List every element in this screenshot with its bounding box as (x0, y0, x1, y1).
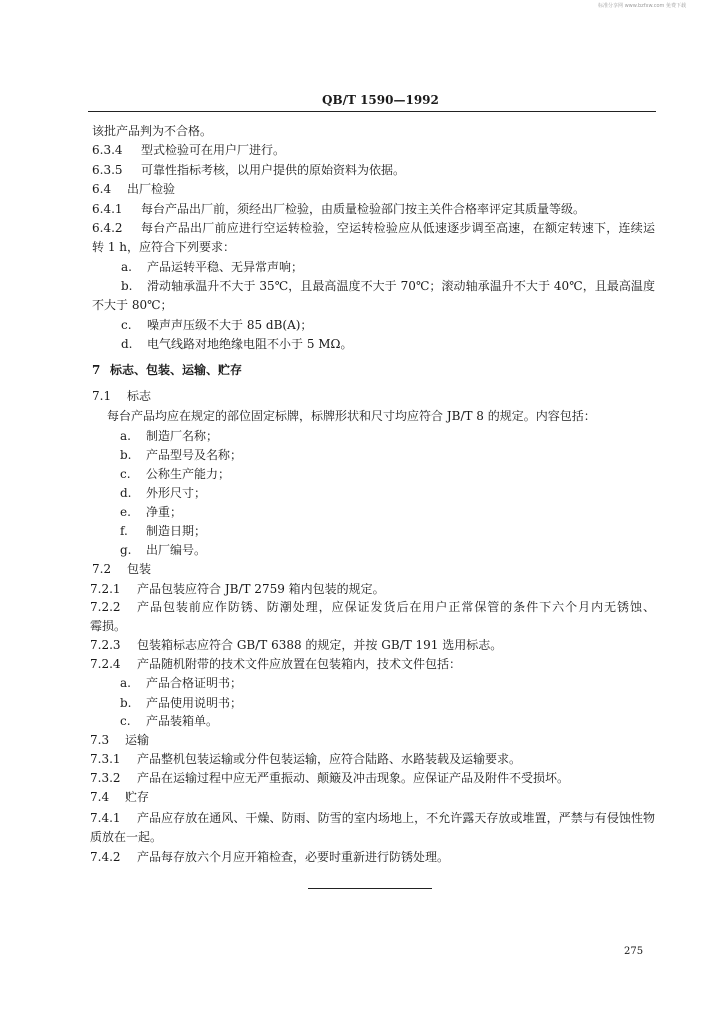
list-marker: b. (121, 279, 133, 293)
clause-7-2-4 (0, 656, 724, 672)
list-marker: c. (121, 318, 132, 332)
subsection-number: 7.3 (90, 733, 110, 747)
paragraph-text: 霉损。 (90, 619, 127, 633)
clause-text: 型式检验可在用户厂进行。 (141, 143, 286, 157)
paragraph-text: 质放在一起。 (90, 830, 163, 844)
list-marker: c. (120, 714, 131, 728)
list-item-text: 电气线路对地绝缘电阻不小于 5 MΩ。 (147, 337, 353, 351)
subsection-title: 包装 (127, 562, 152, 576)
list-item-text: 产品型号及名称； (146, 448, 243, 462)
section-number: 7 (92, 363, 101, 377)
list-marker: b. (120, 448, 132, 462)
list-marker: a. (120, 429, 131, 443)
clause-7-4-1 (0, 810, 724, 826)
subsection-title: 出厂检验 (127, 182, 176, 196)
subsection-7-2 (0, 561, 724, 577)
list-marker: a. (121, 260, 132, 274)
header-rule (88, 111, 656, 112)
clause-text: 产品随机附带的技术文件应放置在包装箱内，技术文件包括： (137, 657, 462, 671)
list-marker: a. (120, 676, 131, 690)
standard-code-header: QB/T 1590—1992 (322, 93, 439, 107)
clause-7-2-1 (0, 581, 724, 597)
clause-7-2-3 (0, 637, 724, 653)
list-marker: d. (121, 337, 133, 351)
list-item (0, 466, 724, 482)
list-item (0, 695, 724, 711)
list-item-text: 出厂编号。 (146, 543, 207, 557)
list-item (0, 259, 724, 275)
clause-text: 可靠性指标考核，以用户提供的原始资料为依据。 (141, 163, 406, 177)
clause-number: 7.2.2 (90, 600, 121, 614)
clause-number: 7.2.1 (90, 582, 121, 596)
clause-7-3-2 (0, 770, 724, 786)
subsection-title: 贮存 (125, 790, 150, 804)
clause-text: 产品包装应符合 JB/T 2759 箱内包装的规定。 (137, 582, 385, 596)
list-item (0, 317, 724, 333)
clause-text: 产品应存放在通风、干燥、防雨、防雪的室内场地上，不允许露天存放或堆置，严禁与有侵蚀性物 (137, 811, 655, 825)
clause-6-3-4 (0, 142, 724, 158)
end-of-text-rule (308, 888, 432, 889)
subsection-title: 标志 (127, 389, 152, 403)
clause-number: 7.2.4 (90, 657, 121, 671)
list-item (0, 447, 724, 463)
clause-number: 7.3.2 (90, 771, 121, 785)
clause-text: 产品包装前应作防锈、防潮处理，应保证发货后在用户正常保管的条件下六个月内无锈蚀、 (137, 600, 655, 614)
clause-text: 产品在运输过程中应无严重振动、颠簸及冲击现象。应保证产品及附件不受损坏。 (137, 771, 570, 785)
clause-text: 包装箱标志应符合 GB/T 6388 的规定，并按 GB/T 191 选用标志。 (137, 638, 503, 652)
list-item (0, 504, 724, 520)
subsection-7-4 (0, 789, 724, 805)
subsection-number: 6.4 (92, 182, 112, 196)
watermark: 标准分享网 www.bzfxw.com 免费下载 (598, 3, 686, 9)
paragraph-line (0, 408, 724, 424)
subsection-number: 7.2 (92, 562, 112, 576)
clause-number: 6.4.1 (92, 202, 123, 216)
clause-number: 7.4.2 (90, 850, 121, 864)
list-item-text: 制造厂名称； (146, 429, 219, 443)
paragraph-text: 转 1 h，应符合下列要求： (92, 240, 235, 254)
paragraph-text: 该批产品判为不合格。 (92, 124, 213, 138)
list-item (0, 278, 724, 294)
list-item (0, 523, 724, 539)
clause-number: 7.2.3 (90, 638, 121, 652)
clause-number: 6.3.5 (92, 163, 123, 177)
list-marker: b. (120, 696, 132, 710)
list-item (0, 428, 724, 444)
list-item-text: 噪声声压级不大于 85 dB(A)； (147, 318, 313, 332)
list-item (0, 675, 724, 691)
continuation-line (0, 618, 724, 634)
subsection-6-4 (0, 181, 724, 197)
subsection-number: 7.1 (92, 389, 112, 403)
subsection-number: 7.4 (90, 790, 110, 804)
section-7-heading (0, 362, 724, 378)
clause-number: 6.4.2 (92, 221, 123, 235)
subsection-title: 运输 (125, 733, 150, 747)
list-item (0, 542, 724, 558)
list-item-text: 产品使用说明书； (146, 696, 243, 710)
continuation-line (0, 239, 724, 255)
clause-number: 6.3.4 (92, 143, 123, 157)
list-item (0, 713, 724, 729)
clause-7-4-2 (0, 849, 724, 865)
continuation-line (0, 297, 724, 313)
list-item-text: 产品运转平稳、无异常声响； (147, 260, 304, 274)
clause-text: 产品每存放六个月应开箱检查，必要时重新进行防锈处理。 (137, 850, 450, 864)
list-item-text: 产品合格证明书； (146, 676, 243, 690)
paragraph-text: 每台产品均应在规定的部位固定标牌，标牌形状和尺寸均应符合 JB/T 8 的规定。内容包括： (107, 409, 596, 423)
section-title: 标志、包装、运输、贮存 (110, 363, 243, 377)
continuation-line (0, 829, 724, 845)
subsection-7-3 (0, 732, 724, 748)
list-marker: e. (120, 505, 131, 519)
clause-6-4-1 (0, 201, 724, 217)
list-item (0, 336, 724, 352)
list-item-text: 外形尺寸； (146, 486, 207, 500)
list-item-text: 公称生产能力； (146, 467, 231, 481)
list-item-text: 制造日期； (146, 524, 207, 538)
list-marker: d. (120, 486, 132, 500)
list-item-text: 产品装箱单。 (146, 714, 219, 728)
list-marker: f. (120, 524, 128, 538)
list-marker: c. (120, 467, 131, 481)
page-number: 275 (624, 946, 644, 957)
clause-6-4-2 (0, 220, 724, 236)
clause-6-3-5 (0, 162, 724, 178)
list-item-text: 滑动轴承温升不大于 35℃，且最高温度不大于 70℃；滚动轴承温升不大于 40℃，且最高温度 (147, 279, 655, 293)
continuation-line (0, 123, 724, 139)
paragraph-text: 不大于 80℃； (92, 298, 173, 312)
list-item (0, 485, 724, 501)
clause-text: 每台产品出厂前，须经出厂检验，由质量检验部门按主关件合格率评定其质量等级。 (141, 202, 586, 216)
clause-number: 7.3.1 (90, 752, 121, 766)
list-item-text: 净重； (146, 505, 183, 519)
clause-number: 7.4.1 (90, 811, 121, 825)
clause-7-3-1 (0, 751, 724, 767)
clause-7-2-2 (0, 599, 724, 615)
clause-text: 每台产品出厂前应进行空运转检验，空运转检验应从低速逐步调至高速，在额定转速下，连续运 (141, 221, 655, 235)
list-marker: g. (120, 543, 132, 557)
clause-text: 产品整机包装运输或分件包装运输，应符合陆路、水路装载及运输要求。 (137, 752, 522, 766)
subsection-7-1 (0, 388, 724, 404)
